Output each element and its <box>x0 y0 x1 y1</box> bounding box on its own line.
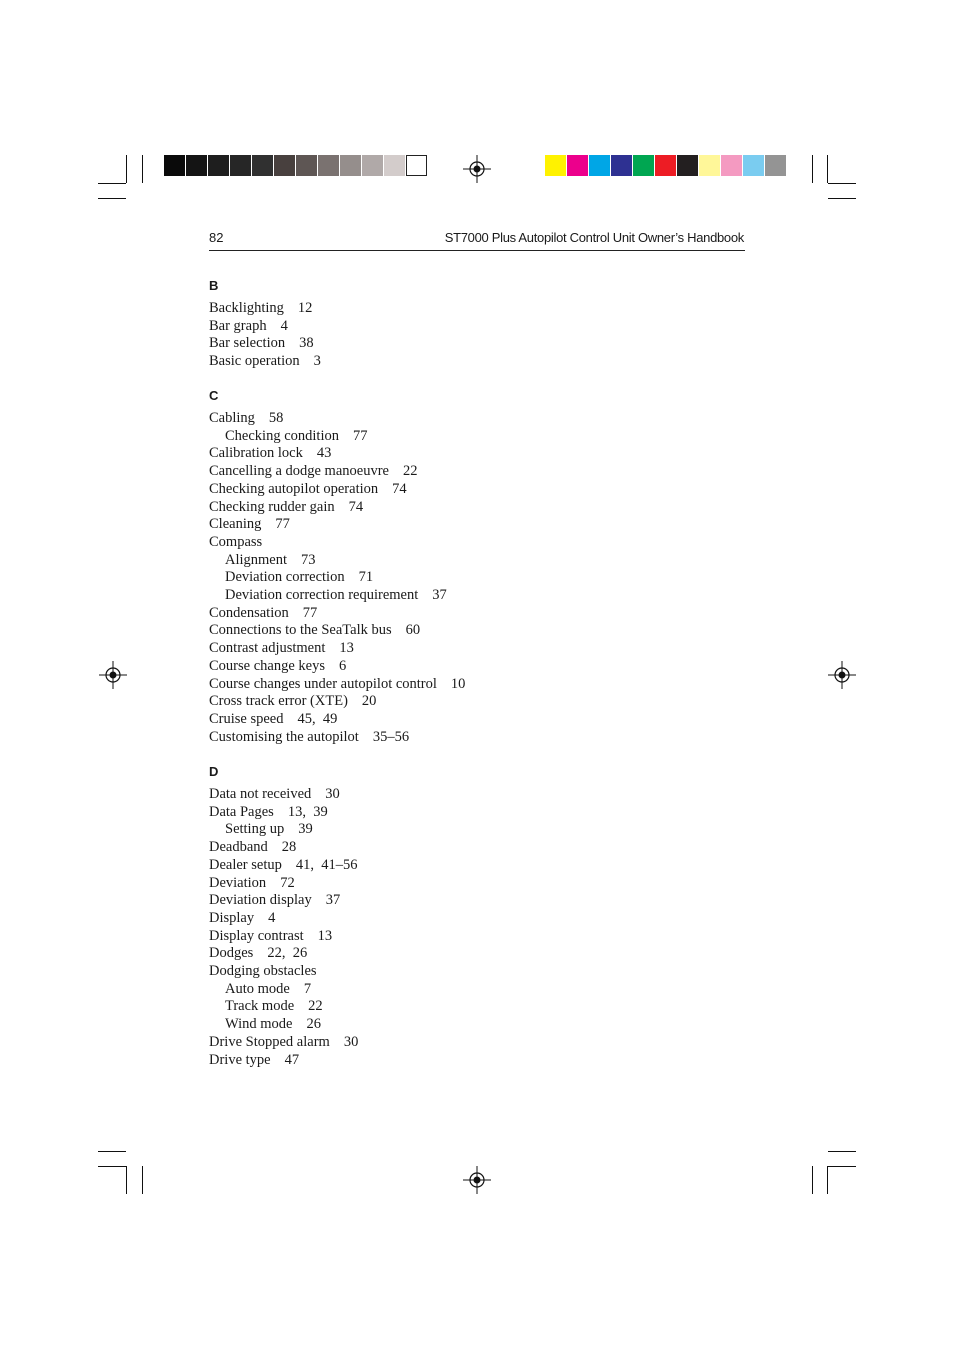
index-entry <box>209 945 358 963</box>
entry-page-refs: 3 <box>313 353 321 370</box>
index-subentry <box>209 981 358 999</box>
entry-term: Deviation correction requirement <box>225 587 419 604</box>
entry-page-refs: 74 <box>392 480 407 497</box>
entry-term: Deviation display <box>209 892 312 909</box>
entry-term: Deviation correction <box>225 569 345 586</box>
entry-term: Customising the autopilot <box>209 728 359 745</box>
entry-term: Cabling <box>209 410 255 426</box>
entry-page-refs: 13 <box>339 640 354 657</box>
entry-term: Basic operation <box>209 353 300 370</box>
entry-term: Wind mode <box>225 1016 293 1033</box>
entry-page-refs: 45, 49 <box>297 710 338 727</box>
entry-term: Cross track error (XTE) <box>209 693 348 710</box>
entry-page-refs: 7 <box>303 980 312 997</box>
color-swatch <box>252 155 273 176</box>
index-entry <box>209 640 465 658</box>
index-entry <box>209 693 465 711</box>
color-swatch <box>721 155 742 176</box>
entry-term: Dodging obstacles <box>209 963 317 980</box>
entry-term: Dealer setup <box>209 856 282 873</box>
entry-page-refs: 12 <box>297 300 313 316</box>
entry-page-refs: 77 <box>352 427 368 444</box>
index-entry <box>209 804 358 822</box>
color-swatch <box>545 155 566 176</box>
entry-term: Connections to the SeaTalk bus <box>209 622 392 639</box>
color-swatch <box>186 155 207 176</box>
entry-page-refs: 22, 26 <box>267 945 308 962</box>
color-swatch <box>567 155 588 176</box>
entry-page-refs: 30 <box>325 786 340 802</box>
entry-page-refs: 72 <box>280 874 295 891</box>
entry-page-refs: 37 <box>432 587 447 604</box>
index-entry <box>209 410 465 428</box>
index-entry <box>209 445 465 463</box>
entry-page-refs: 73 <box>301 551 316 568</box>
entry-page-refs: 71 <box>358 569 374 586</box>
index-entry <box>209 605 465 623</box>
entry-term: Calibration lock <box>209 445 303 462</box>
registration-mark-top-icon <box>463 155 491 183</box>
entry-page-refs: 28 <box>281 839 297 856</box>
entry-page-refs: 38 <box>299 335 314 352</box>
index-subentry <box>209 821 358 839</box>
color-swatch <box>296 155 317 176</box>
entry-page-refs: 13 <box>317 927 333 944</box>
index-entry <box>209 516 465 534</box>
entry-page-refs: 41, 41–56 <box>295 856 358 873</box>
index-entry <box>209 963 358 981</box>
entry-term: Cancelling a dodge manoeuvre <box>209 463 389 480</box>
entry-term: Cruise speed <box>209 710 284 727</box>
entry-page-refs: 13, 39 <box>287 803 328 820</box>
entry-page-refs: 77 <box>302 604 318 621</box>
entry-term: Bar graph <box>209 317 267 334</box>
entry-term: Alignment <box>225 551 288 568</box>
color-swatch <box>633 155 654 176</box>
index-entry <box>209 534 465 552</box>
index-entry <box>209 300 321 318</box>
entry-term: Cleaning <box>209 516 262 533</box>
entry-page-refs: 43 <box>316 445 332 462</box>
entry-term: Deadband <box>209 839 268 856</box>
index-entry <box>209 875 358 893</box>
section-letter: C <box>209 388 219 403</box>
color-swatch <box>208 155 229 176</box>
entry-term: Drive type <box>209 1051 271 1068</box>
color-swatch <box>743 155 764 176</box>
entry-term: Display <box>209 909 255 926</box>
entry-term: Track mode <box>225 998 295 1015</box>
color-swatch <box>765 155 786 176</box>
index-entry <box>209 839 358 857</box>
entry-page-refs: 6 <box>338 657 347 674</box>
entry-term: Condensation <box>209 604 289 621</box>
page-number: 82 <box>209 230 224 245</box>
index-entry <box>209 353 321 371</box>
color-swatch <box>677 155 698 176</box>
entry-term: Deviation <box>209 874 267 891</box>
index-entry <box>209 711 465 729</box>
entry-term: Setting up <box>225 821 285 838</box>
index-entries <box>209 786 358 1069</box>
index-subentry <box>209 569 465 587</box>
running-header-title: ST7000 Plus Autopilot Control Unit Owner’s Handbook <box>444 230 744 245</box>
color-swatch <box>340 155 361 176</box>
index-entry <box>209 857 358 875</box>
registration-mark-right-icon <box>828 661 856 689</box>
entry-term: Backlighting <box>209 300 284 316</box>
entry-term: Dodges <box>209 945 254 962</box>
color-swatch <box>406 155 427 176</box>
entry-term: Drive Stopped alarm <box>209 1033 330 1050</box>
color-swatch <box>655 155 676 176</box>
entry-term: Checking condition <box>225 427 339 444</box>
index-subentry <box>209 998 358 1016</box>
entry-term: Course change keys <box>209 657 325 674</box>
index-entry <box>209 892 358 910</box>
entry-term: Contrast adjustment <box>209 640 326 657</box>
entry-page-refs: 4 <box>280 317 288 334</box>
index-entry <box>209 729 465 747</box>
registration-mark-bottom-icon <box>463 1166 491 1194</box>
registration-mark-left-icon <box>99 661 127 689</box>
entry-term: Data Pages <box>209 803 274 820</box>
index-entry <box>209 499 465 517</box>
entry-page-refs: 74 <box>348 498 364 515</box>
color-swatch <box>164 155 185 176</box>
entry-term: Compass <box>209 533 263 550</box>
entry-page-refs: 10 <box>450 675 466 692</box>
section-letter: B <box>209 278 219 293</box>
index-entry <box>209 910 358 928</box>
entry-page-refs: 47 <box>284 1051 300 1068</box>
color-swatch <box>611 155 632 176</box>
index-entry <box>209 1034 358 1052</box>
index-section-c <box>209 388 465 746</box>
entry-page-refs: 77 <box>275 516 290 533</box>
color-swatch <box>699 155 720 176</box>
color-swatch <box>362 155 383 176</box>
index-section-b <box>209 278 321 371</box>
entry-page-refs: 30 <box>343 1033 359 1050</box>
entry-page-refs: 58 <box>268 410 284 426</box>
color-swatch <box>274 155 295 176</box>
entry-term: Data not received <box>209 786 312 802</box>
index-entry <box>209 318 321 336</box>
index-entry <box>209 335 321 353</box>
index-entry <box>209 658 465 676</box>
entry-term: Checking rudder gain <box>209 498 335 515</box>
index-entry <box>209 928 358 946</box>
entry-page-refs: 26 <box>306 1016 321 1033</box>
index-subentry <box>209 1016 358 1034</box>
entry-page-refs: 22 <box>308 998 323 1015</box>
entry-page-refs: 20 <box>361 693 377 710</box>
color-swatch <box>384 155 405 176</box>
index-entry <box>209 463 465 481</box>
index-entry <box>209 622 465 640</box>
header-rule <box>209 250 745 251</box>
entry-term: Course changes under autopilot control <box>209 675 437 692</box>
entry-page-refs: 60 <box>405 622 421 639</box>
entry-term: Auto mode <box>225 980 290 997</box>
index-entries <box>209 300 321 371</box>
index-subentry <box>209 587 465 605</box>
index-section-d <box>209 764 358 1069</box>
entry-page-refs: 22 <box>402 463 418 480</box>
index-subentry <box>209 428 465 446</box>
index-entry <box>209 1052 358 1070</box>
entry-page-refs: 37 <box>325 892 341 909</box>
color-swatch <box>318 155 339 176</box>
entry-page-refs: 39 <box>298 821 313 838</box>
index-subentry <box>209 552 465 570</box>
index-entry <box>209 786 358 804</box>
entry-term: Bar selection <box>209 335 286 352</box>
index-entries <box>209 410 465 746</box>
color-swatch <box>589 155 610 176</box>
color-swatch <box>230 155 251 176</box>
entry-term: Checking autopilot operation <box>209 480 379 497</box>
index-entry <box>209 676 465 694</box>
section-letter: D <box>209 764 219 779</box>
entry-term: Display contrast <box>209 927 304 944</box>
entry-page-refs: 35–56 <box>372 728 410 745</box>
entry-page-refs: 4 <box>268 909 276 926</box>
index-entry <box>209 481 465 499</box>
